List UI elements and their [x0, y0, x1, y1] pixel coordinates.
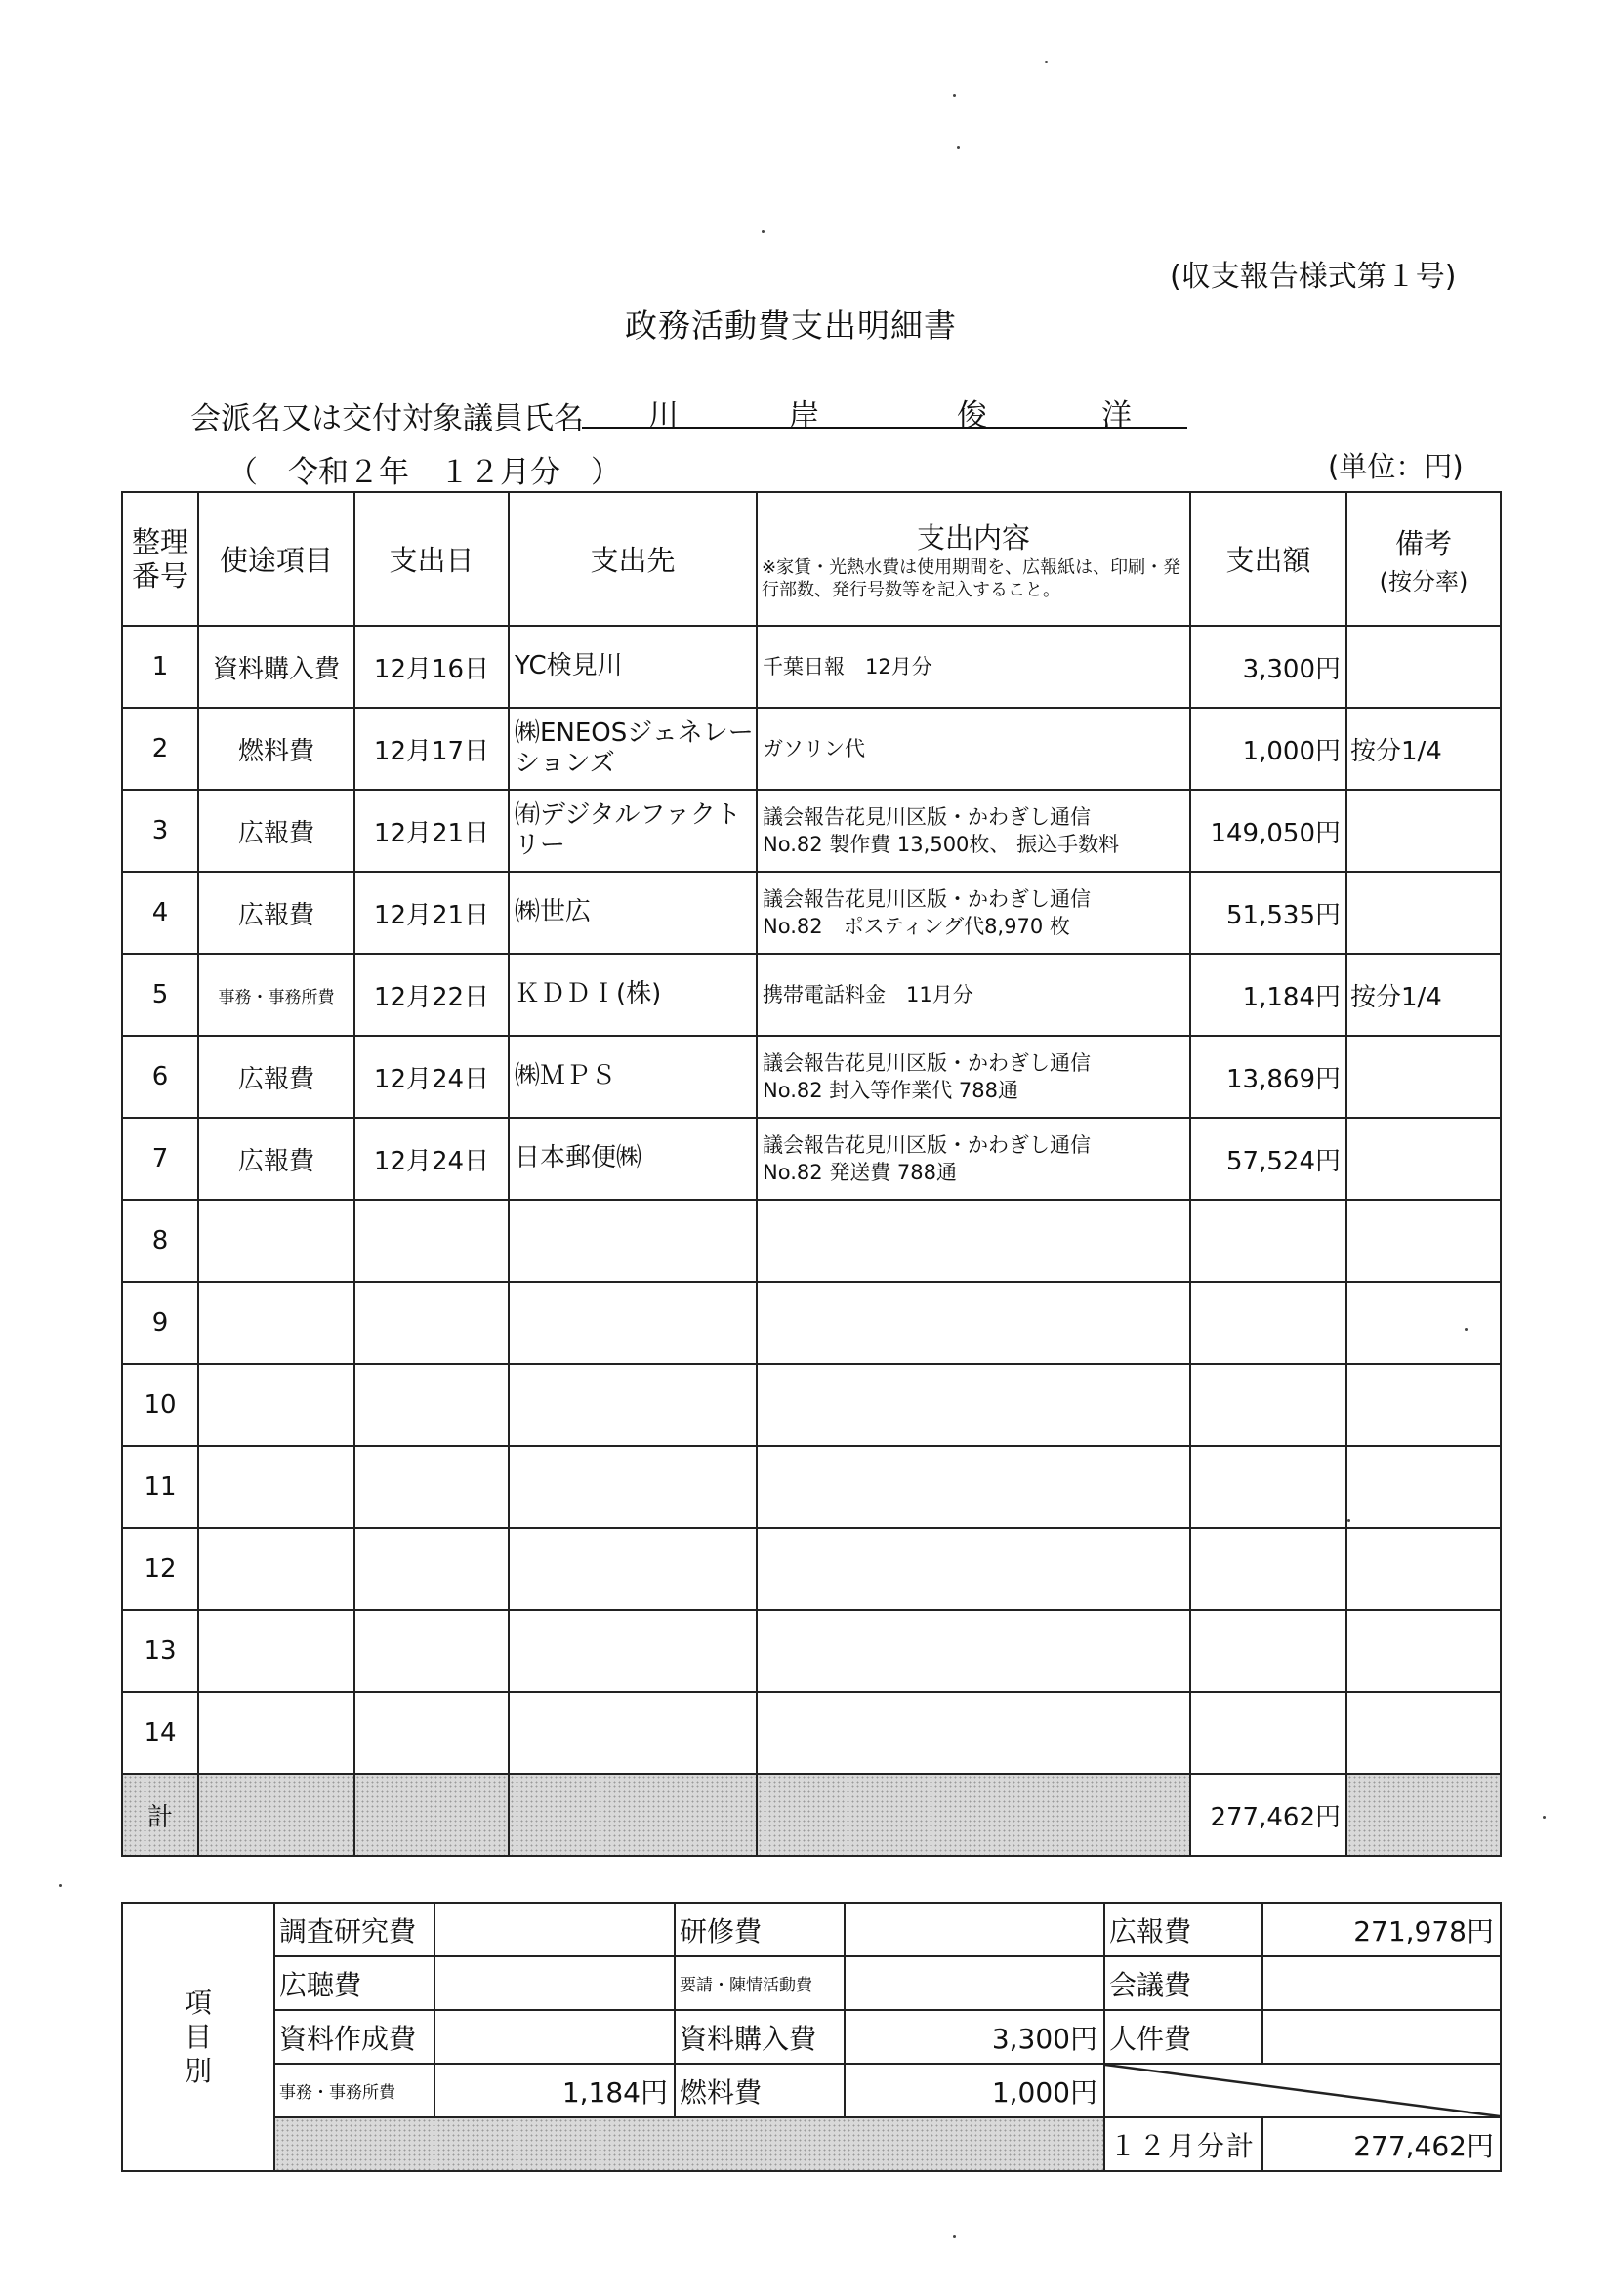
row-payee: ㈱ENEOSジェネレーションズ [509, 708, 757, 790]
row-no: 4 [122, 872, 198, 954]
row-amount [1190, 1610, 1346, 1692]
row-amount [1190, 1446, 1346, 1528]
expense-table [121, 491, 1502, 1857]
row-payee: ㈲デジタルファクトリー [509, 790, 757, 872]
row-payee: ㈱ＭＰＳ [509, 1036, 757, 1118]
row-no: 9 [122, 1282, 198, 1364]
row-date: 12月16日 [354, 626, 509, 708]
table-row [122, 1282, 1501, 1364]
table-row [122, 1118, 1501, 1200]
summary-value [845, 1903, 1104, 1956]
row-desc [757, 1282, 1190, 1364]
row-payee [509, 1610, 757, 1692]
month-total-value: 277,462円 [1262, 2117, 1501, 2171]
row-no: 10 [122, 1364, 198, 1446]
row-date: 12月21日 [354, 790, 509, 872]
shaded-cell [274, 2117, 1104, 2171]
shaded-cell [757, 1774, 1190, 1856]
row-no: 2 [122, 708, 198, 790]
header-payee: 支出先 [509, 492, 757, 626]
row-desc: 携帯電話料金 11月分 [757, 954, 1190, 1036]
row-date [354, 1528, 509, 1610]
summary-label: 要請・陳情活動費 [675, 1956, 845, 2010]
header-amount: 支出額 [1190, 492, 1346, 626]
header-note-sub: (按分率) [1379, 567, 1468, 595]
row-no: 11 [122, 1446, 198, 1528]
row-amount [1190, 1692, 1346, 1774]
row-no: 5 [122, 954, 198, 1036]
summary-label: 事務・事務所費 [274, 2064, 434, 2117]
summary-value: 1,000円 [845, 2064, 1104, 2117]
header-note-title: 備考 [1394, 526, 1452, 560]
member-label: 会派名又は交付対象議員氏名 [190, 401, 584, 436]
period: （ 令和２年 １２月分 ） [227, 455, 621, 490]
member-name-char: 俊 [957, 398, 987, 433]
row-desc [757, 1528, 1190, 1610]
row-amount: 57,524円 [1190, 1118, 1346, 1200]
row-no: 7 [122, 1118, 198, 1200]
member-name-char: 洋 [1101, 398, 1132, 433]
row-no: 14 [122, 1692, 198, 1774]
summary-label: 燃料費 [675, 2064, 845, 2117]
row-payee [509, 1446, 757, 1528]
diagonal-cell [1104, 2064, 1501, 2117]
row-desc [757, 1364, 1190, 1446]
header-desc-note: ※家賃・光熱水費は使用期間を、広報紙は、印刷・発行部数、発行号数等を記入すること。 [762, 556, 1181, 600]
row-date: 12月22日 [354, 954, 509, 1036]
row-note [1346, 1364, 1501, 1446]
row-note [1346, 626, 1501, 708]
row-payee: 日本郵便㈱ [509, 1118, 757, 1200]
shaded-cell [509, 1774, 757, 1856]
row-amount: 1,000円 [1190, 708, 1346, 790]
row-amount: 13,869円 [1190, 1036, 1346, 1118]
header-desc-title: 支出内容 [916, 520, 1030, 554]
row-no: 3 [122, 790, 198, 872]
table-header-row [122, 492, 1501, 626]
summary-label: 会議費 [1104, 1956, 1262, 2010]
row-payee [509, 1528, 757, 1610]
row-note [1346, 872, 1501, 954]
month-total-label: １２月分計 [1104, 2117, 1262, 2171]
member-underline [582, 427, 1187, 429]
header-no: 整理 番号 [122, 492, 198, 626]
row-no: 6 [122, 1036, 198, 1118]
row-date: 12月24日 [354, 1118, 509, 1200]
row-note [1346, 1446, 1501, 1528]
table-row [122, 1036, 1501, 1118]
row-note: 按分1/4 [1346, 708, 1501, 790]
row-use [198, 1200, 354, 1282]
summary-row-label: 項 目 別 [122, 1903, 274, 2171]
header-desc [757, 492, 1190, 626]
row-use [198, 1692, 354, 1774]
row-note [1346, 1036, 1501, 1118]
row-date [354, 1610, 509, 1692]
row-amount [1190, 1200, 1346, 1282]
row-note [1346, 1692, 1501, 1774]
row-payee [509, 1282, 757, 1364]
row-no: 8 [122, 1200, 198, 1282]
table-row [122, 626, 1501, 708]
row-desc: 千葉日報 12月分 [757, 626, 1190, 708]
row-desc [757, 1200, 1190, 1282]
row-use: 事務・事務所費 [198, 954, 354, 1036]
row-amount: 149,050円 [1190, 790, 1346, 872]
row-date [354, 1200, 509, 1282]
row-note [1346, 1610, 1501, 1692]
row-use [198, 1446, 354, 1528]
row-payee [509, 1200, 757, 1282]
member-name-char: 川 [648, 398, 679, 433]
summary-value: 3,300円 [845, 2010, 1104, 2064]
summary-value [1262, 2010, 1501, 2064]
table-row [122, 1528, 1501, 1610]
row-desc: 議会報告花見川区版・かわぎし通信 No.82 発送費 788通 [757, 1118, 1190, 1200]
member-name-char: 岸 [789, 398, 819, 433]
row-date [354, 1446, 509, 1528]
row-date: 12月21日 [354, 872, 509, 954]
shaded-cell [198, 1774, 354, 1856]
summary-value [434, 1956, 675, 2010]
row-note [1346, 1282, 1501, 1364]
row-amount: 51,535円 [1190, 872, 1346, 954]
row-amount [1190, 1364, 1346, 1446]
row-no: 1 [122, 626, 198, 708]
row-note: 按分1/4 [1346, 954, 1501, 1036]
row-amount [1190, 1282, 1346, 1364]
header-date: 支出日 [354, 492, 509, 626]
row-use: 資料購入費 [198, 626, 354, 708]
table-row [122, 790, 1501, 872]
row-use: 燃料費 [198, 708, 354, 790]
summary-value: 1,184円 [434, 2064, 675, 2117]
row-use [198, 1282, 354, 1364]
summary-value [1262, 1956, 1501, 2010]
row-date [354, 1692, 509, 1774]
row-note [1346, 790, 1501, 872]
row-note [1346, 1118, 1501, 1200]
row-amount: 1,184円 [1190, 954, 1346, 1036]
row-use: 広報費 [198, 1036, 354, 1118]
row-date [354, 1364, 509, 1446]
table-row [122, 954, 1501, 1036]
table-row [122, 1200, 1501, 1282]
row-desc [757, 1610, 1190, 1692]
total-label: 計 [122, 1774, 198, 1856]
shaded-cell [354, 1774, 509, 1856]
row-desc [757, 1446, 1190, 1528]
row-no: 12 [122, 1528, 198, 1610]
row-amount [1190, 1528, 1346, 1610]
header-use: 使途項目 [198, 492, 354, 626]
summary-label: 資料購入費 [675, 2010, 845, 2064]
summary-label: 調査研究費 [274, 1903, 434, 1956]
member-name [582, 390, 1187, 433]
summary-value [434, 2010, 675, 2064]
table-row [122, 1692, 1501, 1774]
shaded-cell [1346, 1774, 1501, 1856]
row-desc [757, 1692, 1190, 1774]
document-title: 政務活動費支出明細書 [625, 307, 957, 345]
unit-label: (単位：円) [1328, 450, 1464, 483]
row-payee: ㈱世広 [509, 872, 757, 954]
row-desc: 議会報告花見川区版・かわぎし通信 No.82 ポスティング代8,970 枚 [757, 872, 1190, 954]
table-row [122, 1364, 1501, 1446]
row-desc: 議会報告花見川区版・かわぎし通信 No.82 封入等作業代 788通 [757, 1036, 1190, 1118]
row-use [198, 1528, 354, 1610]
summary-label: 広聴費 [274, 1956, 434, 2010]
row-payee: YC検見川 [509, 626, 757, 708]
row-use: 広報費 [198, 1118, 354, 1200]
summary-value: 271,978円 [1262, 1903, 1501, 1956]
row-use [198, 1364, 354, 1446]
summary-value [845, 1956, 1104, 2010]
row-date [354, 1282, 509, 1364]
row-note [1346, 1528, 1501, 1610]
row-date: 12月17日 [354, 708, 509, 790]
row-use [198, 1610, 354, 1692]
table-row [122, 872, 1501, 954]
row-desc: 議会報告花見川区版・かわぎし通信 No.82 製作費 13,500枚、 振込手数料 [757, 790, 1190, 872]
summary-label: 人件費 [1104, 2010, 1262, 2064]
total-amount: 277,462円 [1190, 1774, 1346, 1856]
table-row [122, 1446, 1501, 1528]
summary-label: 広報費 [1104, 1903, 1262, 1956]
row-desc: ガソリン代 [757, 708, 1190, 790]
row-no: 13 [122, 1610, 198, 1692]
table-row [122, 1610, 1501, 1692]
header-note [1346, 492, 1501, 626]
row-date: 12月24日 [354, 1036, 509, 1118]
category-summary-table [121, 1902, 1502, 2172]
table-row [122, 708, 1501, 790]
summary-label: 資料作成費 [274, 2010, 434, 2064]
summary-label: 研修費 [675, 1903, 845, 1956]
row-use: 広報費 [198, 872, 354, 954]
total-row [122, 1774, 1501, 1856]
row-payee [509, 1692, 757, 1774]
row-use: 広報費 [198, 790, 354, 872]
row-payee [509, 1364, 757, 1446]
row-note [1346, 1200, 1501, 1282]
summary-value [434, 1903, 675, 1956]
row-amount: 3,300円 [1190, 626, 1346, 708]
form-number: (収支報告様式第１号) [1170, 260, 1457, 294]
row-payee: ＫＤＤＩ(株) [509, 954, 757, 1036]
